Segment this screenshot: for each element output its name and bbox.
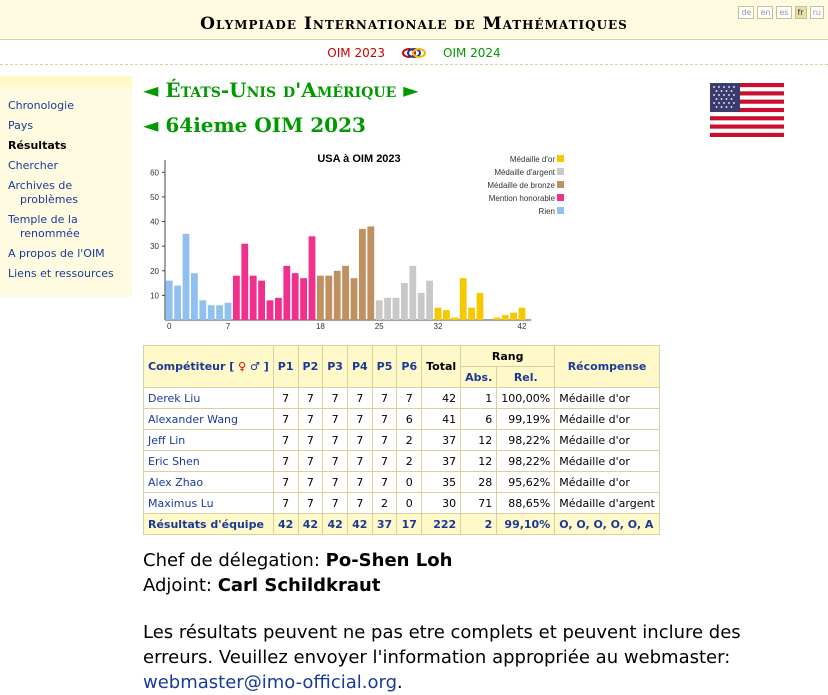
lang-es[interactable]: es: [776, 6, 791, 19]
chart-bar: [477, 293, 484, 320]
chart-bar: [174, 286, 181, 320]
site-title: Olympiade Internationale de Mathématiques: [200, 14, 628, 34]
col-p5[interactable]: P5: [372, 346, 397, 388]
sidebar-item-chronologie[interactable]: Chronologie: [8, 99, 74, 112]
chart-bar: [342, 266, 349, 320]
problem-score: 7: [273, 451, 298, 472]
chart-bar: [317, 276, 324, 320]
award: Médaille d'or: [555, 409, 660, 430]
total-score: 41: [422, 409, 461, 430]
competitor-name[interactable]: Maximus Lu: [144, 493, 274, 514]
chart-bar: [409, 266, 416, 320]
competitor-name[interactable]: Eric Shen: [144, 451, 274, 472]
team-rank-rel: 99,10%: [497, 514, 555, 535]
team-problem-score: 42: [273, 514, 298, 535]
rank-abs: 71: [461, 493, 497, 514]
country-name: États-Unis d'Amérique: [165, 78, 397, 102]
col-p6[interactable]: P6: [397, 346, 422, 388]
award: Médaille d'or: [555, 472, 660, 493]
rank-rel: 98,22%: [497, 430, 555, 451]
table-row: [144, 430, 660, 451]
problem-score: 7: [273, 430, 298, 451]
total-score: 30: [422, 493, 461, 514]
col-p1[interactable]: P1: [273, 346, 298, 388]
sidebar-item-temple[interactable]: [0, 213, 132, 241]
legend-swatch: [557, 194, 564, 201]
col-rank-abs[interactable]: Abs.: [461, 367, 497, 388]
chart-bar: [300, 278, 307, 320]
rank-abs: 12: [461, 451, 497, 472]
problem-score: 7: [372, 388, 397, 409]
team-problem-score: 42: [323, 514, 348, 535]
chart-bar: [166, 281, 173, 320]
problem-score: 2: [372, 493, 397, 514]
chart-bar: [334, 271, 341, 320]
rank-rel: 99,19%: [497, 409, 555, 430]
lang-ru[interactable]: ru: [810, 6, 824, 19]
table-row: [144, 388, 660, 409]
legend-swatch: [557, 207, 564, 214]
results-chart: [145, 150, 575, 335]
chart-bar: [384, 298, 391, 320]
chart-bar: [359, 229, 366, 320]
rank-rel: 98,22%: [497, 451, 555, 472]
competitor-name[interactable]: Alex Zhao: [144, 472, 274, 493]
total-score: 42: [422, 388, 461, 409]
notice-end: .: [397, 672, 403, 693]
male-icon[interactable]: ♂: [250, 360, 260, 373]
deputy-name: Carl Schildkraut: [217, 575, 381, 596]
legend-swatch: [557, 168, 564, 175]
problem-score: 7: [273, 388, 298, 409]
year-navigation: [0, 41, 828, 65]
prev-olympiad-arrow[interactable]: ◄: [143, 113, 159, 137]
chart-bar: [325, 276, 332, 320]
col-total[interactable]: Total: [422, 346, 461, 388]
table-row: [144, 472, 660, 493]
chart-bar: [510, 313, 517, 320]
y-tick-label: 10: [150, 291, 159, 301]
olympiad-title: [143, 113, 366, 137]
problem-score: 7: [323, 409, 348, 430]
problem-score: 7: [323, 430, 348, 451]
col-p3[interactable]: P3: [323, 346, 348, 388]
col-rank-rel[interactable]: Rel.: [497, 367, 555, 388]
chart-bar: [435, 308, 442, 320]
legend-label: Médaille d'argent: [494, 168, 555, 177]
female-icon[interactable]: ♀: [238, 360, 247, 373]
x-tick-label: 25: [374, 322, 384, 331]
problem-score: 7: [298, 430, 323, 451]
chart-bar: [309, 236, 316, 320]
site-header: [0, 0, 828, 40]
col-rank: Rang: [461, 346, 555, 367]
chart-bar: [376, 300, 383, 320]
rank-abs: 12: [461, 430, 497, 451]
chart-bar: [258, 281, 265, 320]
sidebar-item-archives[interactable]: [0, 179, 132, 207]
chart-bar: [241, 244, 248, 320]
chart-bar: [292, 273, 299, 320]
prev-country-arrow[interactable]: ◄: [143, 78, 159, 102]
leader-label: Chef de délegation:: [143, 550, 320, 571]
problem-score: 7: [298, 472, 323, 493]
team-rank-abs: 2: [461, 514, 497, 535]
rank-rel: 95,62%: [497, 472, 555, 493]
competitor-name[interactable]: Alexander Wang: [144, 409, 274, 430]
award: Médaille d'or: [555, 388, 660, 409]
chart-bar: [283, 266, 290, 320]
olympiad-label: 64ieme OIM 2023: [165, 113, 366, 137]
competitor-name[interactable]: Derek Liu: [144, 388, 274, 409]
rank-abs: 6: [461, 409, 497, 430]
chart-bar: [351, 278, 358, 320]
problem-score: 7: [273, 493, 298, 514]
team-problem-score: 37: [372, 514, 397, 535]
team-problem-score: 42: [347, 514, 372, 535]
x-tick-label: 42: [517, 322, 527, 331]
award: Médaille d'or: [555, 430, 660, 451]
chart-bar: [493, 318, 500, 320]
chart-bar: [225, 303, 232, 320]
problem-score: 2: [397, 451, 422, 472]
team-results-row: [144, 514, 660, 535]
chart-bar: [426, 281, 433, 320]
legend-label: Rien: [538, 207, 555, 216]
legend-label: Médaille d'or: [509, 155, 555, 164]
webmaster-email-link[interactable]: webmaster@imo-official.org: [143, 672, 397, 693]
notice-text: Les résultats peuvent ne pas etre complets et peuvent inclure des erreurs. Veuillez envoyer l'information appropriée au webmaster:: [143, 622, 741, 668]
legend-label: Mention honorable: [488, 194, 555, 203]
problem-score: 7: [347, 430, 372, 451]
chart-title: USA à OIM 2023: [317, 153, 401, 165]
problem-score: 7: [347, 388, 372, 409]
chart-bar: [460, 278, 467, 320]
leader-name: Po-Shen Loh: [325, 550, 453, 571]
problem-score: 7: [347, 451, 372, 472]
chart-bar: [191, 273, 198, 320]
chart-bar: [519, 308, 526, 320]
problem-score: 7: [273, 409, 298, 430]
prev-year-link[interactable]: OIM 2023: [327, 45, 385, 60]
problem-score: 7: [347, 409, 372, 430]
rank-rel: 88,65%: [497, 493, 555, 514]
total-score: 37: [422, 430, 461, 451]
col-award: Récompense: [555, 346, 660, 388]
x-tick-label: 18: [315, 322, 325, 331]
lang-fr[interactable]: fr: [795, 6, 807, 19]
sidebar-item-pays[interactable]: Pays: [8, 119, 34, 132]
delegation-info: [143, 548, 452, 598]
team-awards: O, O, O, O, O, A: [555, 514, 660, 535]
problem-score: 7: [323, 388, 348, 409]
legend-label: Médaille de bronze: [487, 181, 555, 190]
legend-swatch: [557, 155, 564, 162]
sidebar-item-archives-label2: problèmes: [20, 193, 79, 206]
problem-score: 7: [298, 388, 323, 409]
competitor-name[interactable]: Jeff Lin: [144, 430, 274, 451]
total-score: 35: [422, 472, 461, 493]
rank-abs: 1: [461, 388, 497, 409]
problem-score: 7: [347, 472, 372, 493]
problem-score: 0: [397, 493, 422, 514]
rank-rel: 100,00%: [497, 388, 555, 409]
lang-en[interactable]: en: [757, 6, 773, 19]
problem-score: 0: [397, 472, 422, 493]
chart-bar: [393, 298, 400, 320]
y-tick-label: 30: [150, 242, 159, 252]
x-tick-label: 0: [166, 322, 172, 331]
y-tick-label: 40: [150, 217, 159, 227]
problem-score: 7: [372, 472, 397, 493]
legend-swatch: [557, 181, 564, 188]
problem-score: 6: [397, 409, 422, 430]
sidebar-item-apropos[interactable]: A propos de l'OIM: [8, 247, 105, 260]
language-switcher: [738, 6, 824, 19]
problem-score: 7: [273, 472, 298, 493]
chart-bar: [451, 318, 458, 320]
team-label: Résultats d'équipe: [144, 514, 274, 535]
problem-score: 7: [372, 409, 397, 430]
problem-score: 2: [397, 430, 422, 451]
problem-score: 7: [298, 493, 323, 514]
table-row: [144, 451, 660, 472]
team-problem-score: 42: [298, 514, 323, 535]
problem-score: 7: [323, 493, 348, 514]
next-year-link[interactable]: OIM 2024: [443, 45, 501, 60]
sidebar-item-resultats[interactable]: Résultats: [8, 139, 67, 152]
chart-bar: [468, 308, 475, 320]
col-competitor-end: ]: [263, 360, 269, 373]
team-problem-score: 17: [397, 514, 422, 535]
next-country-arrow[interactable]: ►: [403, 78, 419, 102]
chart-bar: [250, 276, 257, 320]
col-competitor: [144, 346, 274, 388]
problem-score: 7: [298, 409, 323, 430]
deputy-label: Adjoint:: [143, 575, 212, 596]
x-tick-label: 7: [225, 322, 231, 331]
chart-bar: [216, 305, 223, 320]
disclaimer-notice: [143, 620, 783, 695]
y-tick-label: 20: [150, 266, 159, 276]
chart-bar: [208, 305, 215, 320]
problem-score: 7: [298, 451, 323, 472]
chart-bar: [502, 315, 509, 320]
total-score: 37: [422, 451, 461, 472]
usa-flag-icon: [710, 83, 784, 137]
problem-score: 7: [323, 472, 348, 493]
problem-score: 7: [323, 451, 348, 472]
x-tick-label: 32: [433, 322, 443, 331]
sidebar-item-temple-label: Temple de la: [8, 213, 78, 226]
rank-abs: 28: [461, 472, 497, 493]
award: Médaille d'or: [555, 451, 660, 472]
sidebar: [0, 76, 132, 297]
chart-bar: [401, 283, 408, 320]
problem-score: 7: [347, 493, 372, 514]
chart-bar: [275, 298, 282, 320]
y-tick-label: 50: [150, 192, 159, 202]
chart-bar: [183, 234, 190, 320]
chart-bar: [233, 276, 240, 320]
lang-de[interactable]: de: [738, 6, 754, 19]
sidebar-item-temple-label2: renommée: [20, 227, 80, 240]
chart-bar: [199, 300, 206, 320]
chart-bar: [367, 226, 374, 320]
sidebar-item-archives-label: Archives de: [8, 179, 73, 192]
col-competitor-label: Compétiteur [: [148, 360, 235, 373]
country-title: [143, 78, 419, 102]
table-row: [144, 409, 660, 430]
sidebar-item-chercher[interactable]: Chercher: [8, 159, 59, 172]
table-row: [144, 493, 660, 514]
col-p2[interactable]: P2: [298, 346, 323, 388]
col-p4[interactable]: P4: [347, 346, 372, 388]
chart-bar: [443, 310, 450, 320]
chart-bar: [418, 293, 425, 320]
problem-score: 7: [372, 451, 397, 472]
sidebar-item-liens[interactable]: Liens et ressources: [8, 267, 114, 280]
results-table: [143, 345, 660, 535]
award: Médaille d'argent: [555, 493, 660, 514]
problem-score: 7: [397, 388, 422, 409]
imo-logo-icon: [401, 46, 427, 60]
y-tick-label: 60: [150, 168, 159, 178]
team-total: 222: [422, 514, 461, 535]
chart-bar: [267, 300, 274, 320]
problem-score: 7: [372, 430, 397, 451]
